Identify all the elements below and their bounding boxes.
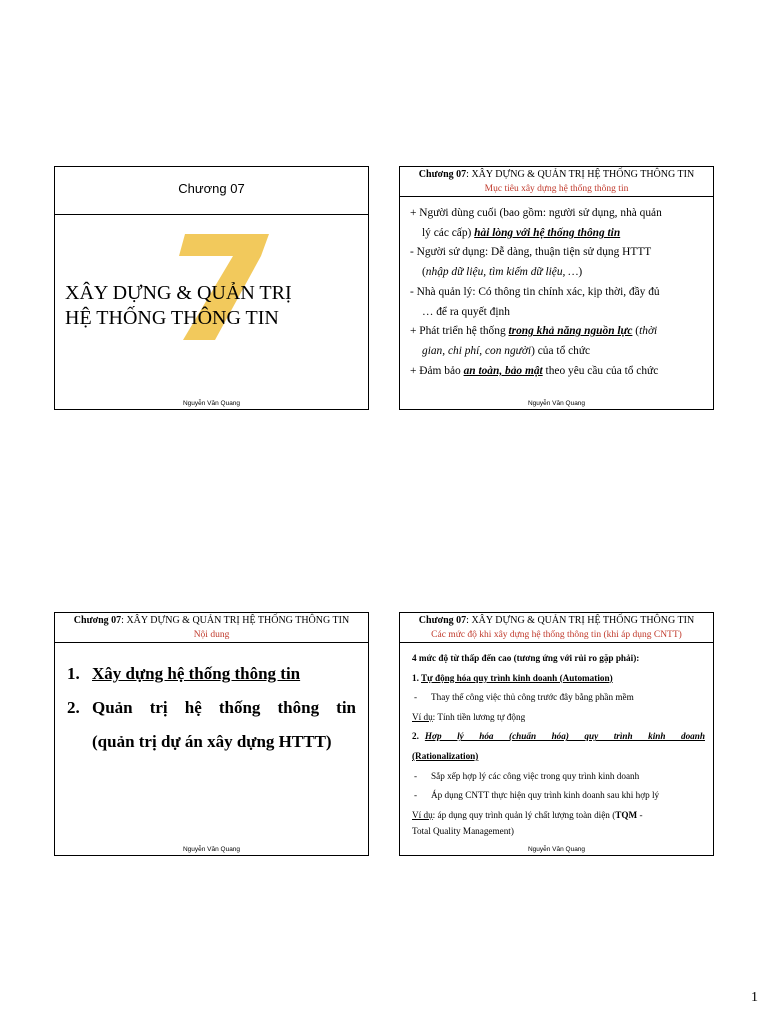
slide-title-text: XÂY DỰNG & QUẢN TRỊ HỆ THỐNG THÔNG TIN [65, 282, 292, 329]
list-item: 1. Xây dựng hệ thống thông tin [67, 664, 301, 683]
slide-title [54, 166, 369, 410]
chapter-label: Chương 07 [55, 167, 368, 215]
slide-body: + Người dùng cuối (bao gồm: người sử dụng, nhà quản lý các cấp) hài lòng với hệ thống thông tin - Người sử dụng: Dễ dàng, thuận tiện sử dụng HTTT (nhập dữ liệu, tìm kiếm dữ liệu, …) - Nhà quản lý: Có thông tin chính xác, kịp thời, đầy đủ … để ra quyết định + Phát triển hệ thống trong khả năng nguồn lực (thời gian, chi phí, con người) của tổ chức + Đảm bảo an toàn, bảo mật theo yêu cầu của tổ chức [410, 207, 662, 377]
author: Nguyễn Văn Quang [182, 400, 241, 407]
slide-subtitle: Nội dung [193, 630, 230, 640]
author: Nguyễn Văn Quang [527, 846, 586, 853]
slide-subtitle: Mục tiêu xây dựng hệ thống thông tin [484, 184, 629, 194]
slide-contents [54, 612, 369, 856]
page-number: 1 [751, 990, 758, 1005]
slide-levels [399, 612, 714, 856]
slide-subtitle: Các mức độ khi xây dựng hệ thống thông tin (khi áp dụng CNTT) [431, 630, 682, 640]
author: Nguyễn Văn Quang [527, 400, 586, 407]
slide-body [55, 643, 368, 759]
slide-objectives [399, 166, 714, 410]
list-item: 2. Quản trị hệ thống thông tin (quản trị dự án xây dựng HTTT) [67, 698, 356, 751]
slide-header: Chương 07: XÂY DỰNG & QUẢN TRỊ HỆ THỐNG THÔNG TIN Nội dung [55, 613, 368, 643]
author: Nguyễn Văn Quang [182, 846, 241, 853]
slide-body: 4 mức độ từ thấp đến cao (tương ứng với rủi ro gặp phải): 1. Tự động hóa quy trình kinh doanh (Automation) - Thay thế công việc thủ công trước đây bằng phần mềm Ví dụ: Tính tiền lương tự động 2. Hợp lý hóa (chuẩn hóa) quy trình kinh doanh (Rationalization) - Sắp xếp hợp lý các công việc trong quy trình kinh doanh - Áp dụng CNTT thực hiện quy trình kinh doanh sau khi hợp lý Ví dụ: áp dụng quy trình quản lý chất lượng toàn diện (TQM - Total Quality Management) [412, 653, 705, 837]
slide-header: Chương 07: XÂY DỰNG & QUẢN TRỊ HỆ THỐNG THÔNG TIN Mục tiêu xây dựng hệ thống thông tin [400, 167, 713, 197]
slide-header: Chương 07: XÂY DỰNG & QUẢN TRỊ HỆ THỐNG THÔNG TIN Các mức độ khi xây dựng hệ thống thông tin (khi áp dụng CNTT) [400, 613, 713, 643]
